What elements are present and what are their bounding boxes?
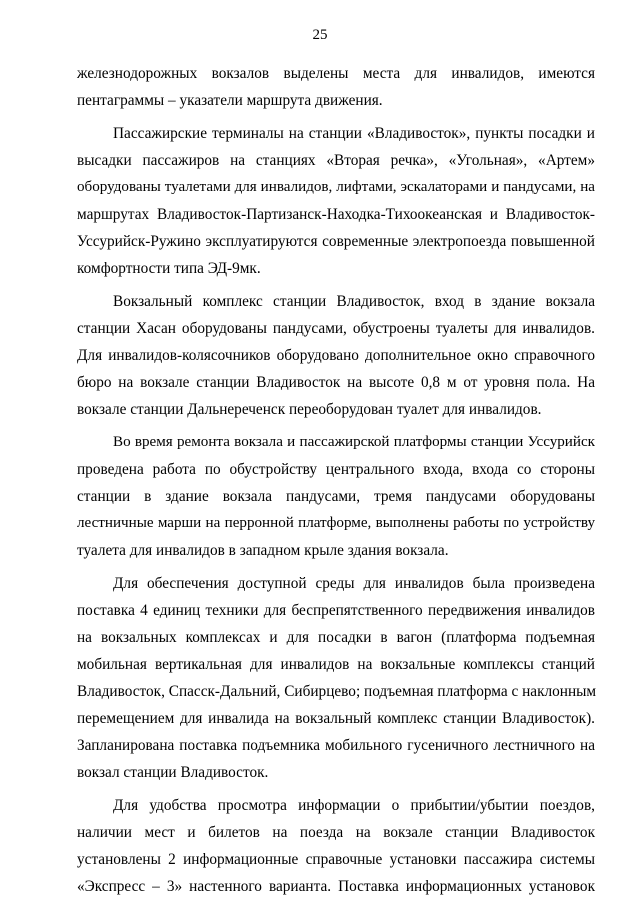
text-line: станции Хасан оборудованы пандусами, обустроены туалеты для инвалидов.	[77, 320, 595, 337]
paragraph	[77, 288, 595, 423]
text-line: проведена работа по обустройству центрального входа, входа со стороны	[77, 461, 595, 478]
text-line: пентаграммы – указатели маршрута движения.	[77, 92, 383, 109]
text-line: Во время ремонта вокзала и пассажирской платформы станции Уссурийск	[113, 434, 595, 450]
text-line: железнодорожных вокзалов выделены места для инвалидов, имеются	[77, 65, 595, 82]
text-line: установлены 2 информационные справочные установки пассажира системы	[77, 851, 595, 868]
text-line: туалета для инвалидов в западном крыле здания вокзала.	[77, 542, 449, 559]
text-line: Вокзальный комплекс станции Владивосток, вход в здание вокзала	[113, 293, 595, 310]
text-line: Уссурийск-Ружино эксплуатируются современные электропоезда повышенной	[77, 233, 595, 250]
text-line: Для обеспечения доступной среды для инвалидов была произведена	[113, 575, 595, 592]
paragraph	[77, 120, 595, 282]
text-line: станции в здание вокзала пандусами, тремя пандусами оборудованы	[77, 488, 595, 505]
text-line: маршрутах Владивосток-Партизанск-Находка-Тихоокеанская и Владивосток-	[77, 206, 595, 223]
text-line: высадки пассажиров на станциях «Вторая речка», «Угольная», «Артем»	[77, 152, 595, 169]
text-line: Для удобства просмотра информации о прибытии/убытии поездов,	[113, 797, 595, 814]
paragraph	[77, 429, 595, 564]
document-body	[77, 60, 595, 900]
text-line: мобильная вертикальная для инвалидов на вокзальные комплексы станций	[77, 656, 595, 673]
text-line: вокзале станции Дальнереченск переоборудован туалет для инвалидов.	[77, 401, 542, 418]
text-line: Владивосток, Спасск-Дальний, Сибирцево; подъемная платформа с наклонным	[77, 683, 597, 700]
text-line: Запланирована поставка подъемника мобильного гусеничного лестничного на	[77, 737, 595, 754]
text-line: вокзал станции Владивосток.	[77, 764, 269, 781]
page-number: 25	[312, 27, 328, 43]
paragraph	[77, 60, 595, 114]
text-line: наличии мест и билетов на поезда на вокзале станции Владивосток	[77, 824, 595, 841]
text-line: Для инвалидов-колясочников оборудовано дополнительное окно справочного	[77, 347, 595, 364]
text-line: перемещением для инвалида на вокзальный комплекс станции Владивосток).	[77, 710, 595, 727]
text-line: «Экспресс – 3» настенного варианта. Поставка информационных установок	[77, 878, 595, 895]
text-line: лестничные марши на перронной платформе, выполнены работы по устройству	[77, 515, 595, 531]
text-line: бюро на вокзале станции Владивосток на высоте 0,8 м от уровня пола. На	[77, 374, 595, 391]
paragraph	[77, 792, 595, 900]
text-line: поставка 4 единиц техники для беспрепятственного передвижения инвалидов	[77, 602, 595, 619]
paragraph	[77, 570, 595, 786]
text-line: на вокзальных комплексах и для посадки в вагон (платформа подъемная	[77, 629, 595, 646]
text-line: комфортности типа ЭД-9мк.	[77, 260, 261, 277]
text-line: Пассажирские терминалы на станции «Владивосток», пункты посадки и	[113, 125, 595, 142]
text-line: оборудованы туалетами для инвалидов, лифтами, эскалаторами и пандусами, на	[77, 179, 595, 195]
